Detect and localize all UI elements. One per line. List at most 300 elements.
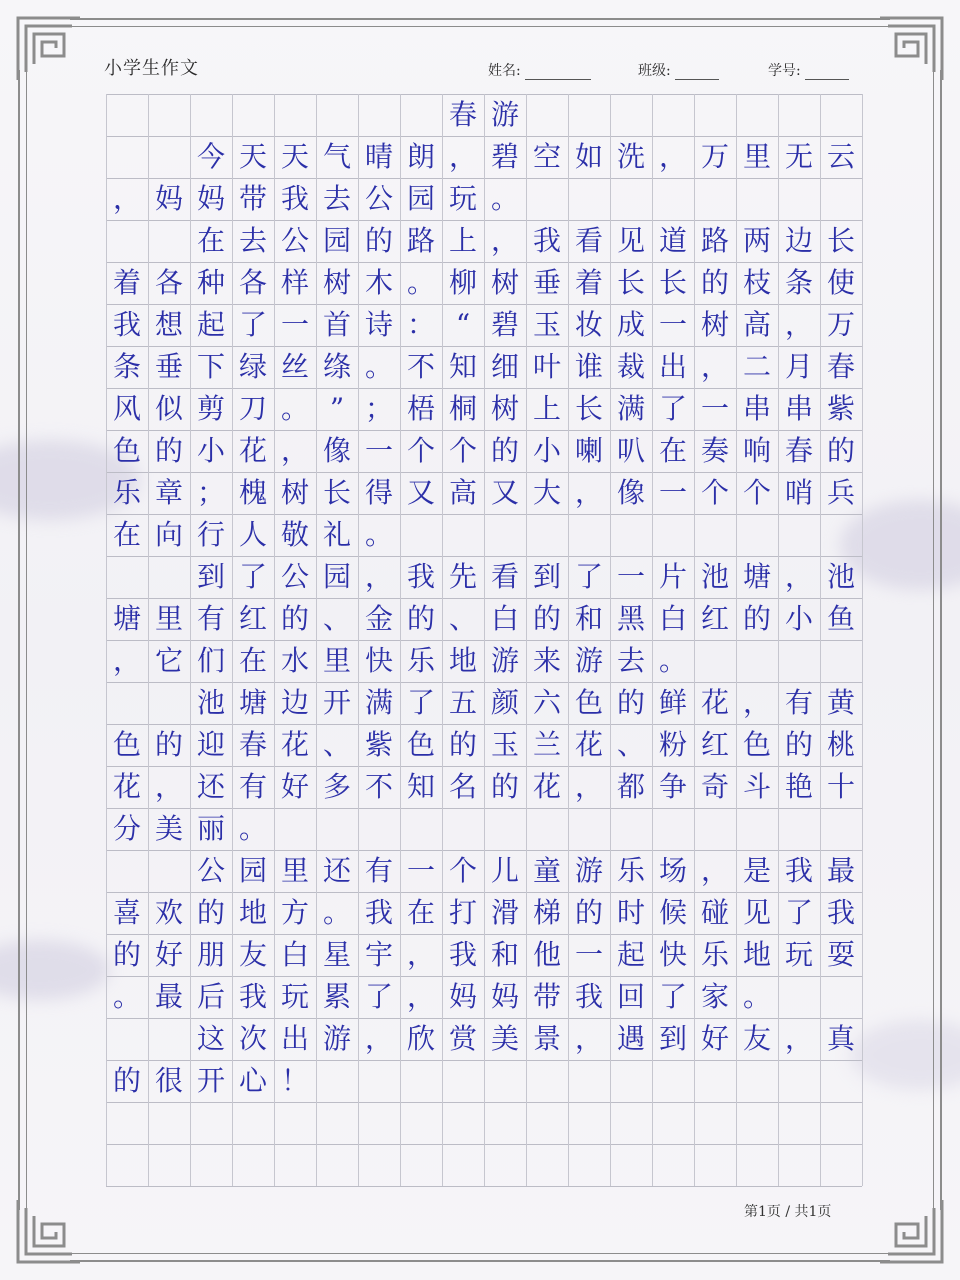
essay-char: 细	[490, 350, 519, 383]
essay-char: 池	[700, 560, 729, 593]
essay-char: 成	[616, 308, 645, 341]
student-id-blank[interactable]	[805, 65, 849, 80]
essay-char: 的	[112, 1064, 141, 1097]
essay-char: 起	[616, 938, 645, 971]
essay-char: 条	[112, 350, 141, 383]
essay-char: 春	[238, 728, 267, 761]
essay-char: 一	[700, 392, 729, 425]
essay-char: 梯	[532, 896, 561, 929]
essay-char: 地	[238, 896, 267, 929]
essay-char: 我	[532, 224, 561, 257]
essay-char: ，	[112, 644, 141, 677]
essay-char: 。	[406, 266, 435, 299]
essay-char: 的	[196, 896, 225, 929]
essay-char: ，	[406, 980, 435, 1013]
essay-char: 个	[742, 476, 771, 509]
essay-char: 上	[532, 392, 561, 425]
essay-char: 迎	[196, 728, 225, 761]
essay-char: 里	[742, 140, 771, 173]
essay-char: 个	[406, 434, 435, 467]
essay-char: 鱼	[826, 602, 855, 635]
essay-char: 朋	[196, 938, 225, 971]
essay-char: 柳	[448, 266, 477, 299]
essay-char: 树	[490, 392, 519, 425]
frame-left-line	[18, 70, 20, 1210]
name-field[interactable]	[488, 60, 591, 80]
essay-char: 。	[364, 518, 393, 551]
essay-char: 。	[280, 392, 309, 425]
essay-char: 玉	[490, 728, 519, 761]
essay-char: 道	[658, 224, 687, 257]
essay-char: 园	[322, 560, 351, 593]
essay-char: 先	[448, 560, 477, 593]
essay-char: 绿	[238, 350, 267, 383]
essay-char: 乐	[112, 476, 141, 509]
essay-char: 。	[658, 644, 687, 677]
essay-char: 了	[406, 686, 435, 719]
essay-char: 时	[616, 896, 645, 929]
essay-char: 色	[574, 686, 603, 719]
essay-char: 池	[826, 560, 855, 593]
essay-char: 首	[322, 308, 351, 341]
essay-char: 喜	[112, 896, 141, 929]
essay-char: 花	[574, 728, 603, 761]
essay-char: 累	[322, 980, 351, 1013]
essay-char: 人	[238, 518, 267, 551]
essay-char: 的	[784, 728, 813, 761]
essay-char: 碰	[700, 896, 729, 929]
essay-char: 不	[364, 770, 393, 803]
essay-char: 带	[532, 980, 561, 1013]
essay-char: ，	[280, 434, 309, 467]
essay-char: 分	[112, 812, 141, 845]
essay-char: ，	[658, 140, 687, 173]
essay-char: 公	[364, 182, 393, 215]
essay-title-char: 游	[490, 98, 519, 131]
essay-char: 知	[406, 770, 435, 803]
essay-char: 金	[364, 602, 393, 635]
essay-char: 得	[364, 476, 393, 509]
essay-char: 斗	[742, 770, 771, 803]
essay-char: 美	[154, 812, 183, 845]
essay-char: 知	[448, 350, 477, 383]
essay-char: 长	[616, 266, 645, 299]
name-label: 姓名:	[488, 63, 521, 79]
essay-char: 敬	[280, 518, 309, 551]
essay-char: 谁	[574, 350, 603, 383]
essay-char: 我	[238, 980, 267, 1013]
essay-char: 乐	[616, 854, 645, 887]
essay-char: 我	[112, 308, 141, 341]
essay-char: 方	[280, 896, 309, 929]
essay-char: 诗	[364, 308, 393, 341]
paper-title: 小学生作文	[104, 58, 199, 79]
essay-char: 路	[406, 224, 435, 257]
class-field[interactable]	[638, 60, 719, 80]
essay-char: 到	[658, 1022, 687, 1055]
essay-char: 游	[574, 854, 603, 887]
essay-char: 紫	[826, 392, 855, 425]
essay-char: 。	[112, 980, 141, 1013]
essay-char: 欣	[406, 1022, 435, 1055]
essay-char: 刀	[238, 392, 267, 425]
essay-char: 的	[574, 896, 603, 929]
essay-char: 长	[574, 392, 603, 425]
essay-char: 他	[532, 938, 561, 971]
essay-char: 去	[322, 182, 351, 215]
essay-char: 的	[742, 602, 771, 635]
essay-char: 到	[196, 560, 225, 593]
essay-char: 春	[826, 350, 855, 383]
essay-char: ，	[448, 140, 477, 173]
essay-char: 艳	[784, 770, 813, 803]
essay-char: 游	[490, 644, 519, 677]
essay-char: 天	[280, 140, 309, 173]
essay-char: 。	[742, 980, 771, 1013]
essay-char: 长	[658, 266, 687, 299]
class-label: 班级:	[638, 63, 671, 79]
essay-char: 边	[784, 224, 813, 257]
essay-char: 塘	[742, 560, 771, 593]
essay-char: 景	[532, 1022, 561, 1055]
essay-char: 黑	[616, 602, 645, 635]
essay-char: 长	[826, 224, 855, 257]
essay-char: 还	[196, 770, 225, 803]
essay-char: 的	[154, 434, 183, 467]
essay-char: 儿	[490, 854, 519, 887]
essay-char: 玩	[280, 980, 309, 1013]
essay-char: 的	[490, 434, 519, 467]
essay-char: 滑	[490, 896, 519, 929]
essay-char: ，	[784, 1022, 813, 1055]
corner-ornament-top-left	[14, 14, 84, 84]
essay-char: 五	[448, 686, 477, 719]
essay-char: 喇	[574, 434, 603, 467]
essay-char: 妈	[490, 980, 519, 1013]
essay-char: 一	[616, 560, 645, 593]
essay-char: 章	[154, 476, 183, 509]
essay-char: ：	[406, 308, 435, 341]
essay-char: 又	[406, 476, 435, 509]
essay-char: 乐	[406, 644, 435, 677]
essay-char: 的	[406, 602, 435, 635]
essay-char: ，	[574, 476, 603, 509]
essay-char: 奏	[700, 434, 729, 467]
essay-char: 。	[322, 896, 351, 929]
essay-char: 地	[448, 644, 477, 677]
essay-char: 好	[280, 770, 309, 803]
essay-char: 叶	[532, 350, 561, 383]
essay-char: 。	[238, 812, 267, 845]
essay-char: 我	[364, 896, 393, 929]
essay-char: 有	[196, 602, 225, 635]
essay-char: 树	[322, 266, 351, 299]
corner-ornament-bottom-left	[14, 1196, 84, 1266]
essay-char: 的	[280, 602, 309, 635]
essay-char: 来	[532, 644, 561, 677]
essay-char: 槐	[238, 476, 267, 509]
essay-char: 白	[280, 938, 309, 971]
essay-char: 行	[196, 518, 225, 551]
essay-char: 白	[658, 602, 687, 635]
essay-char: 最	[826, 854, 855, 887]
essay-char: 垂	[154, 350, 183, 383]
essay-char: 六	[532, 686, 561, 719]
paper-header	[102, 50, 864, 88]
essay-char: 见	[742, 896, 771, 929]
essay-char: 地	[742, 938, 771, 971]
class-blank[interactable]	[675, 65, 719, 80]
essay-char: 游	[574, 644, 603, 677]
grid-column-line	[862, 94, 863, 1186]
essay-char: 妈	[154, 182, 183, 215]
essay-char: 星	[322, 938, 351, 971]
essay-char: 多	[322, 770, 351, 803]
essay-char: 到	[532, 560, 561, 593]
essay-char: 欢	[154, 896, 183, 929]
essay-char: 开	[196, 1064, 225, 1097]
essay-char: 边	[280, 686, 309, 719]
essay-char: ；	[196, 476, 225, 509]
essay-char: 晴	[364, 140, 393, 173]
essay-char: 紫	[364, 728, 393, 761]
essay-char: 都	[616, 770, 645, 803]
essay-char: 黄	[826, 686, 855, 719]
essay-char: 高	[742, 308, 771, 341]
essay-char: ，	[406, 938, 435, 971]
essay-char: 园	[406, 182, 435, 215]
essay-char: 桐	[448, 392, 477, 425]
essay-char: 一	[574, 938, 603, 971]
essay-char: 有	[784, 686, 813, 719]
essay-char: 小	[532, 434, 561, 467]
essay-char: 出	[658, 350, 687, 383]
essay-char: 开	[322, 686, 351, 719]
essay-char: 小	[784, 602, 813, 635]
essay-char: 了	[784, 896, 813, 929]
essay-char: 裁	[616, 350, 645, 383]
frame-left-line-inner	[26, 70, 27, 1210]
essay-char: 垂	[532, 266, 561, 299]
essay-char: 了	[658, 980, 687, 1013]
essay-char: 万	[826, 308, 855, 341]
essay-char: 下	[196, 350, 225, 383]
essay-char: 遇	[616, 1022, 645, 1055]
essay-char: 在	[196, 224, 225, 257]
essay-char: 长	[322, 476, 351, 509]
essay-char: 叭	[616, 434, 645, 467]
essay-char: 、	[322, 602, 351, 635]
essay-char: 花	[700, 686, 729, 719]
corner-ornament-top-right	[876, 14, 946, 84]
essay-char: 奇	[700, 770, 729, 803]
essay-char: 万	[700, 140, 729, 173]
essay-char: 园	[322, 224, 351, 257]
essay-char: ，	[490, 224, 519, 257]
essay-char: ！	[280, 1064, 309, 1097]
essay-char: 十	[826, 770, 855, 803]
essay-char: 像	[616, 476, 645, 509]
manuscript-grid	[106, 94, 862, 1186]
essay-char: 的	[364, 224, 393, 257]
essay-char: 花	[238, 434, 267, 467]
essay-char: 的	[490, 770, 519, 803]
essay-char: 了	[238, 560, 267, 593]
frame-bottom-line	[70, 1260, 890, 1262]
essay-char: 高	[448, 476, 477, 509]
essay-char: 一	[406, 854, 435, 887]
essay-char: 我	[406, 560, 435, 593]
essay-char: 花	[112, 770, 141, 803]
essay-char: 妆	[574, 308, 603, 341]
essay-char: 哨	[784, 476, 813, 509]
essay-char: ”	[329, 392, 345, 425]
essay-char: ，	[700, 854, 729, 887]
essay-char: 了	[574, 560, 603, 593]
essay-char: 家	[700, 980, 729, 1013]
essay-char: 园	[238, 854, 267, 887]
essay-char: 小	[196, 434, 225, 467]
student-id-field[interactable]	[768, 60, 849, 80]
essay-char: 。	[490, 182, 519, 215]
essay-char: 丝	[280, 350, 309, 383]
essay-char: 朗	[406, 140, 435, 173]
essay-char: 快	[658, 938, 687, 971]
essay-char: 向	[154, 518, 183, 551]
essay-char: 打	[448, 896, 477, 929]
essay-char: 个	[700, 476, 729, 509]
essay-char: 有	[364, 854, 393, 887]
essay-char: 鲜	[658, 686, 687, 719]
essay-char: 争	[658, 770, 687, 803]
essay-char: 我	[574, 980, 603, 1013]
essay-char: 又	[490, 476, 519, 509]
essay-char: 童	[532, 854, 561, 887]
essay-char: 白	[490, 602, 519, 635]
essay-char: 、	[616, 728, 645, 761]
essay-char: 云	[826, 140, 855, 173]
essay-char: 赏	[448, 1022, 477, 1055]
essay-char: 有	[238, 770, 267, 803]
essay-char: 绦	[322, 350, 351, 383]
essay-char: 心	[238, 1064, 267, 1097]
essay-char: 妈	[196, 182, 225, 215]
essay-char: ，	[700, 350, 729, 383]
essay-char: 色	[112, 728, 141, 761]
essay-char: 上	[448, 224, 477, 257]
essay-char: 春	[784, 434, 813, 467]
essay-char: 木	[364, 266, 393, 299]
essay-char: ，	[574, 770, 603, 803]
essay-char: 和	[490, 938, 519, 971]
frame-right-line-inner	[933, 70, 934, 1210]
essay-char: 不	[406, 350, 435, 383]
essay-char: 各	[238, 266, 267, 299]
essay-char: 在	[238, 644, 267, 677]
essay-char: 的	[700, 266, 729, 299]
essay-char: 里	[280, 854, 309, 887]
essay-title-char: 春	[448, 98, 477, 131]
essay-char: 个	[448, 854, 477, 887]
essay-char: 塘	[238, 686, 267, 719]
essay-char: 在	[406, 896, 435, 929]
essay-char: ，	[112, 182, 141, 215]
essay-char: 树	[490, 266, 519, 299]
essay-char: 串	[742, 392, 771, 425]
essay-char: 还	[322, 854, 351, 887]
essay-char: ，	[574, 1022, 603, 1055]
name-blank[interactable]	[525, 65, 591, 80]
essay-char: 今	[196, 140, 225, 173]
essay-char: 两	[742, 224, 771, 257]
essay-char: 去	[238, 224, 267, 257]
essay-char: 二	[742, 350, 771, 383]
essay-char: 乐	[700, 938, 729, 971]
essay-char: 看	[574, 224, 603, 257]
essay-char: 游	[322, 1022, 351, 1055]
essay-char: 、	[448, 602, 477, 635]
essay-char: ；	[364, 392, 393, 425]
essay-char: 妈	[448, 980, 477, 1013]
essay-char: 玩	[448, 182, 477, 215]
essay-char: ，	[154, 770, 183, 803]
essay-char: 了	[238, 308, 267, 341]
essay-char: 耍	[826, 938, 855, 971]
essay-char: 去	[616, 644, 645, 677]
essay-char: 兰	[532, 728, 561, 761]
essay-char: 、	[322, 728, 351, 761]
essay-char: 兵	[826, 476, 855, 509]
essay-char: ，	[784, 560, 813, 593]
essay-char: 水	[280, 644, 309, 677]
essay-char: 礼	[322, 518, 351, 551]
essay-char: ，	[364, 560, 393, 593]
essay-char: 响	[742, 434, 771, 467]
essay-char: 个	[448, 434, 477, 467]
essay-char: 公	[280, 560, 309, 593]
essay-char: 起	[196, 308, 225, 341]
essay-char: 条	[784, 266, 813, 299]
essay-char: 月	[784, 350, 813, 383]
essay-char: 次	[238, 1022, 267, 1055]
essay-char: 串	[784, 392, 813, 425]
essay-char: 大	[532, 476, 561, 509]
essay-char: 使	[826, 266, 855, 299]
essay-char: 空	[532, 140, 561, 173]
grid-row-line	[106, 1186, 862, 1187]
essay-char: 看	[490, 560, 519, 593]
essay-char: 见	[616, 224, 645, 257]
essay-char: 回	[616, 980, 645, 1013]
essay-char: 红	[700, 728, 729, 761]
essay-char: 的	[826, 434, 855, 467]
essay-char: 想	[154, 308, 183, 341]
essay-char: 花	[280, 728, 309, 761]
essay-char: 。	[364, 350, 393, 383]
essay-char: 片	[658, 560, 687, 593]
essay-char: ，	[364, 1022, 393, 1055]
essay-char: 的	[448, 728, 477, 761]
essay-char: 出	[280, 1022, 309, 1055]
essay-char: 了	[658, 392, 687, 425]
essay-char: 颜	[490, 686, 519, 719]
essay-char: 和	[574, 602, 603, 635]
essay-char: 候	[658, 896, 687, 929]
essay-char: 气	[322, 140, 351, 173]
essay-char: ，	[742, 686, 771, 719]
essay-char: 像	[322, 434, 351, 467]
essay-char: 它	[154, 644, 183, 677]
